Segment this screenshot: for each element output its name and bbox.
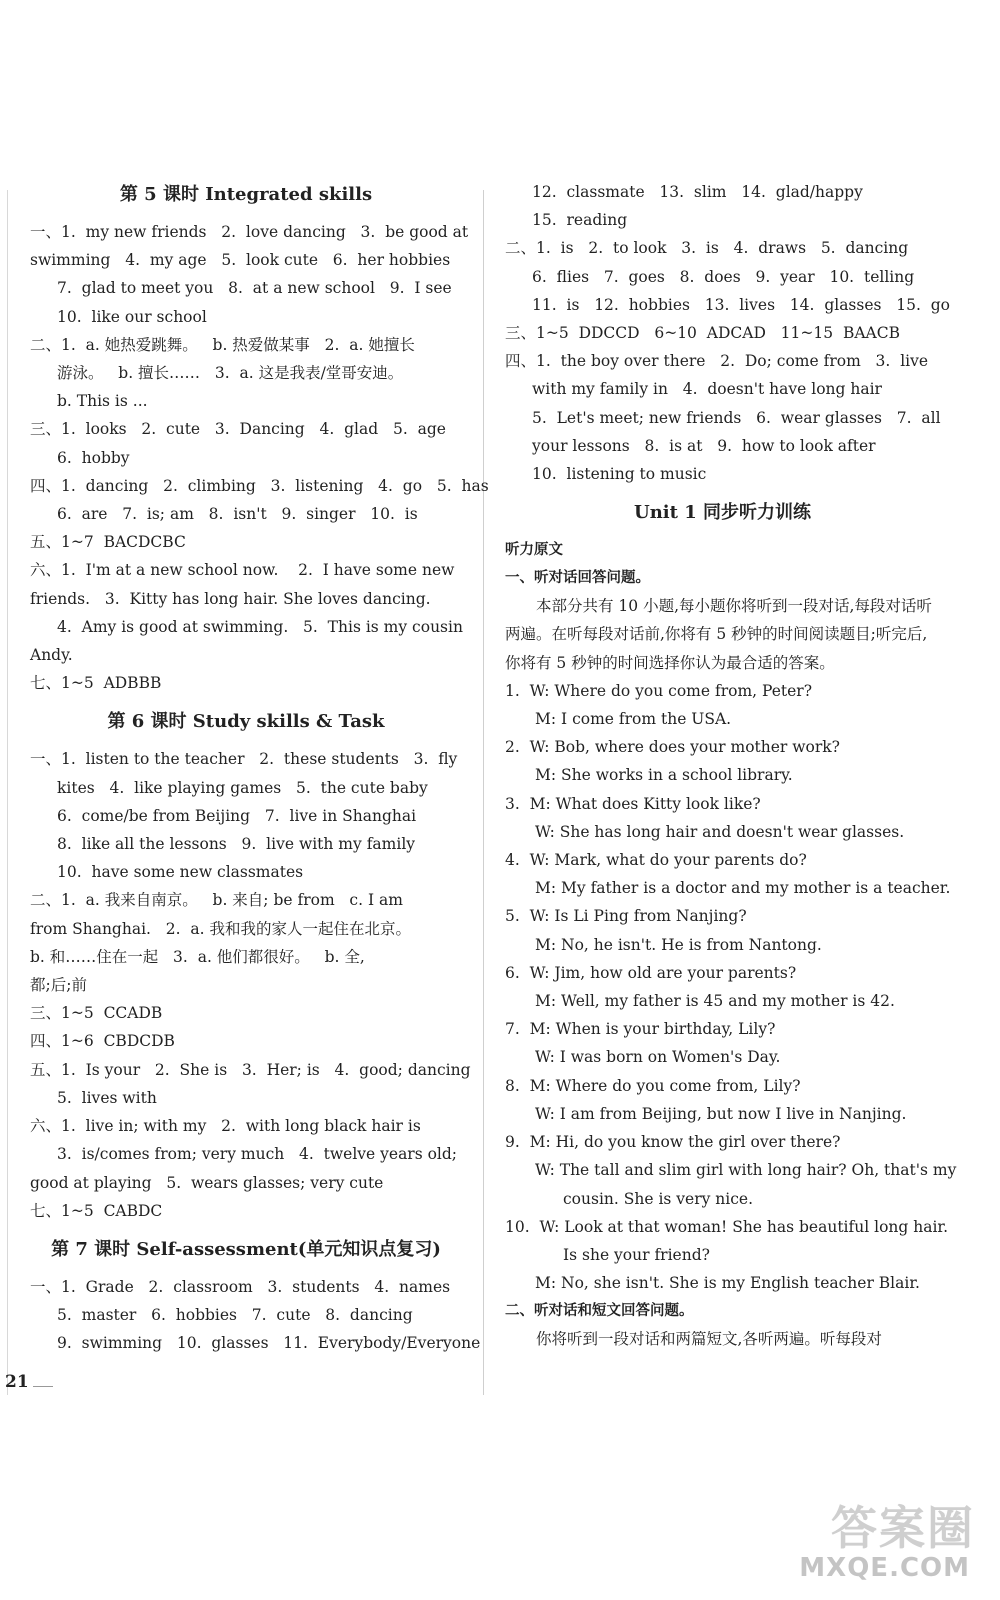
dialogue-line: W: I am from Beijing, but now I live in Nanjing. [535,1104,907,1123]
answer-line: 四、1. dancing 2. climbing 3. listening 4. go 5. has [30,476,489,495]
dialogue-line: 10. W: Look at that woman! She has beautiful long hair. [505,1217,949,1236]
dialogue-line: 3. M: What does Kitty look like? [505,794,761,813]
dialogue-line: cousin. She is very nice. [563,1189,754,1208]
watermark-logo: 答案圈 [831,1501,975,1555]
part-2-intro: 你将听到一段对话和两篇短文,各听两遍。听每段对 [536,1330,882,1349]
answer-line: 二、1. a. 她热爱跳舞。 b. 热爱做某事 2. a. 她擅长 [30,335,415,354]
answer-line: 7. glad to meet you 8. at a new school 9. I see [57,279,452,298]
dialogue-line: W: The tall and slim girl with long hair? Oh, that's my [535,1161,957,1180]
part-2-title: 二、听对话和短文回答问题。 [505,1303,694,1320]
column-divider [483,190,484,1395]
answer-line: kites 4. like playing games 5. the cute baby [57,778,428,797]
answer-line: 二、1. is 2. to look 3. is 4. draws 5. dancing [505,239,909,258]
answer-line: Andy. [30,646,73,665]
answer-line: 五、1. Is your 2. She is 3. Her; is 4. good; dancing [30,1060,471,1079]
answer-line: 4. Amy is good at swimming. 5. This is my cousin [57,617,463,636]
dialogue-line: 6. W: Jim, how old are your parents? [505,963,797,982]
dialogue-line: M: My father is a doctor and my mother is a teacher. [535,879,951,898]
dialogue-line: M: No, she isn't. She is my English teacher Blair. [535,1274,920,1293]
answer-line: 10. like our school [57,307,207,326]
answer-line: 游泳。 b. 擅长…… 3. a. 这是我表/堂哥安迪。 [57,364,404,383]
lesson-6-heading: 第 6 课时 Study skills & Task [107,711,385,733]
dialogue-line: M: Well, my father is 45 and my mother is 42. [535,992,895,1011]
answer-line: 一、1. listen to the teacher 2. these students 3. fly [30,750,458,769]
answer-line: 七、1~5 CABDC [30,1201,163,1220]
answer-line: 3. is/comes from; very much 4. twelve years old; [57,1145,458,1164]
answer-line: 三、1. looks 2. cute 3. Dancing 4. glad 5. age [30,420,446,439]
answer-line: from Shanghai. 2. a. 我和我的家人一起住在北京。 [30,919,411,938]
answer-line: your lessons 8. is at 9. how to look after [532,436,876,455]
answer-line: friends. 3. Kitty has long hair. She loves dancing. [30,589,431,608]
lesson-6-answers [30,745,471,1224]
watermark-url: MXQE.COM [799,1553,970,1583]
answer-line: 四、1. the boy over there 2. Do; come from 3. live [505,352,929,371]
answer-line: 5. master 6. hobbies 7. cute 8. dancing [57,1306,413,1325]
answer-line: 一、1. my new friends 2. love dancing 3. be good at [30,223,469,241]
answer-line: b. This is ... [57,392,148,411]
section-title: 听力原文 [505,542,563,559]
answer-line: b. 和……住在一起 3. a. 他们都很好。 b. 全, [30,947,365,966]
dialogue-list [505,677,957,1297]
dialogue-line: 9. M: Hi, do you know the girl over there? [505,1133,841,1152]
lesson-7-answers [30,1273,481,1358]
part-1-intro: 本部分共有 10 小题,每小题你将听到一段对话,每段对话听两遍。在听每段对话前,你将有 5 秒钟的时间阅读题目;听完后,你将有 5 秒钟的时间选择你认为最合适的答案。 [505,597,932,672]
answer-line: 四、1~6 CBDCDB [30,1032,175,1051]
answer-line: good at playing 5. wears glasses; very cute [30,1173,384,1192]
dialogue-line: 1. W: Where do you come from, Peter? [505,681,813,700]
dialogue-line: 2. W: Bob, where does your mother work? [505,738,840,757]
answer-line: 5. lives with [57,1088,157,1107]
answer-line: 二、1. a. 我来自南京。 b. 来自; be from c. I am [30,891,403,910]
answer-line: 6. are 7. is; am 8. isn't 9. singer 10. is [57,505,418,524]
answer-line: 六、1. live in; with my 2. with long black hair is [30,1117,421,1136]
answer-line: 三、1~5 CCADB [30,1004,163,1023]
part-1-title: 一、听对话回答问题。 [505,570,650,587]
page-number: 21 [5,1372,29,1392]
answer-line: 9. swimming 10. glasses 11. Everybody/Everyone [57,1334,481,1353]
answer-line: 三、1~5 DDCCD 6~10 ADCAD 11~15 BAACB [505,324,900,343]
dialogue-line: 8. M: Where do you come from, Lily? [505,1076,801,1095]
right-column [505,178,957,1354]
answer-line: 6. flies 7. goes 8. does 9. year 10. telling [532,267,915,286]
dialogue-line: M: No, he isn't. He is from Nantong. [535,935,822,954]
answer-line: 六、1. I'm at a new school now. 2. I have some new [30,561,455,580]
dialogue-line: Is she your friend? [563,1245,710,1264]
answer-line: 一、1. Grade 2. classroom 3. students 4. names [30,1277,451,1296]
left-column [30,170,489,1358]
dialogue-line: 5. W: Is Li Ping from Nanjing? [505,907,747,926]
answer-line: 七、1~5 ADBBB [30,674,162,693]
lesson-7-heading: 第 7 课时 Self-assessment(单元知识点复习) [51,1238,441,1260]
lesson-7-answers-continued [505,178,951,488]
dialogue-line: M: She works in a school library. [535,766,793,785]
dialogue-line: W: She has long hair and doesn't wear glasses. [535,822,905,841]
answer-line: 10. have some new classmates [57,863,304,882]
answer-line: swimming 4. my age 5. look cute 6. her hobbies [30,251,451,270]
unit-heading: Unit 1 同步听力训练 [634,502,811,524]
answer-line: 5. Let's meet; new friends 6. wear glasses 7. all [532,408,941,427]
left-margin-rule [7,190,8,1395]
answer-line: 10. listening to music [532,465,707,484]
lesson-5-answers [30,218,489,697]
page-number-rule [33,1386,53,1387]
dialogue-line: W: I was born on Women's Day. [535,1048,781,1067]
answer-line: 15. reading [532,211,628,230]
lesson-5-heading: 第 5 课时 Integrated skills [119,184,373,205]
answer-line: 8. like all the lessons 9. live with my family [57,835,416,854]
answer-line: 11. is 12. hobbies 13. lives 14. glasses 15. go [532,295,951,314]
dialogue-line: 4. W: Mark, what do your parents do? [505,851,807,870]
answer-line: 6. come/be from Beijing 7. live in Shanghai [57,806,417,825]
answer-line: 都;后;前 [30,976,87,995]
answer-line: 12. classmate 13. slim 14. glad/happy [532,183,863,201]
dialogue-line: M: I come from the USA. [535,710,732,729]
answer-line: 6. hobby [57,448,130,467]
answer-line: with my family in 4. doesn't have long hair [532,380,882,399]
answer-line: 五、1~7 BACDCBC [30,533,186,552]
dialogue-line: 7. M: When is your birthday, Lily? [505,1020,776,1039]
